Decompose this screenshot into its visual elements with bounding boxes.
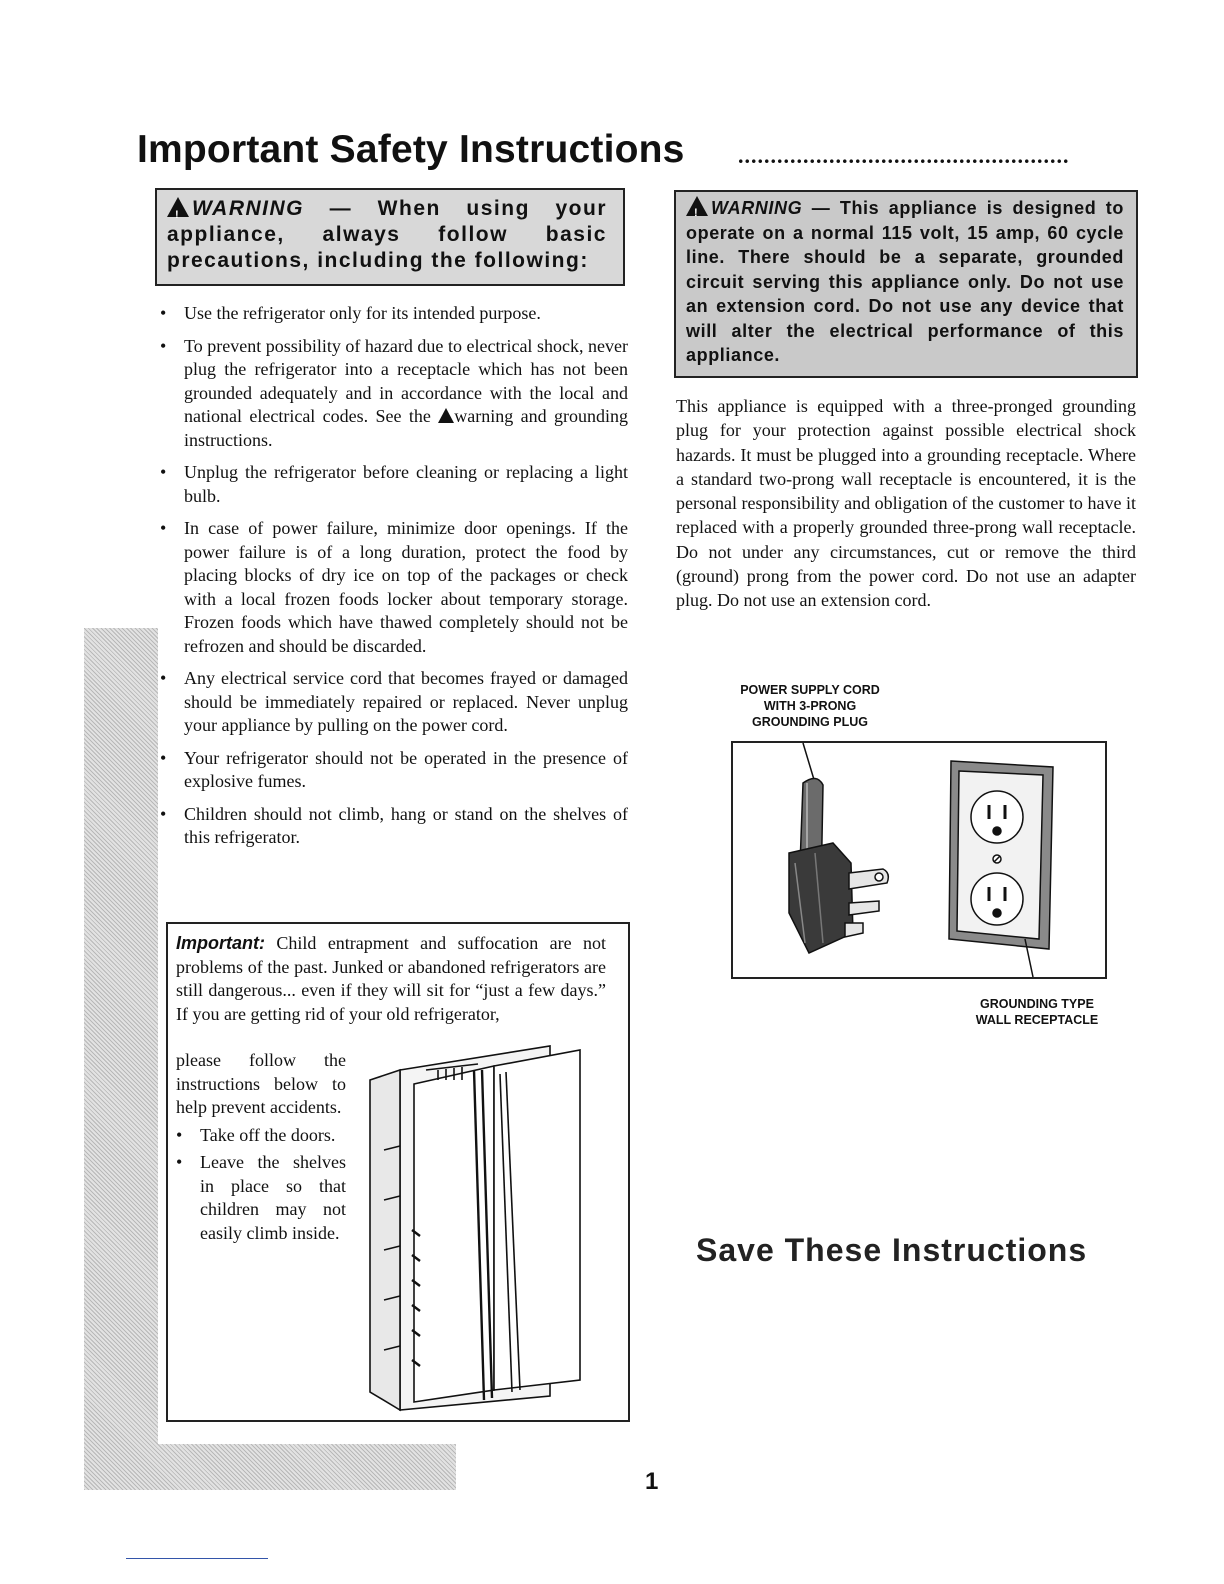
warning-text: — This appliance is designed to operate on a normal 115 volt, 15 amp, 60 cycle line. There should be a separate, grounded circuit serving this appliance only. Do not use an extension cord. Do not use any device that will alter the electrical performance of this appliance. (686, 198, 1124, 365)
cord-label-line: GROUNDING PLUG (752, 715, 868, 729)
list-item: • Any electrical service cord that becomes frayed or damaged should be immediately repaired or replaced. Never unplug your appliance by pulling on the power cord. (160, 667, 628, 738)
footer-divider (126, 1558, 268, 1559)
decorative-stripe-vertical (84, 628, 158, 1490)
important-text (176, 932, 606, 1026)
cord-label (715, 682, 905, 730)
receptacle-label (952, 996, 1122, 1028)
important-body: Child entrapment and suffocation are not problems of the past. Junked or abandoned refrigerators are still dangerous... even if they will sit for “just a few days.” If you are getting rid of your old refrigerator, (176, 933, 606, 1024)
list-item: • Use the refrigerator only for its intended purpose. (160, 302, 628, 326)
important-narrow-text: please follow the instructions below to help prevent accidents. (176, 1050, 346, 1117)
list-item: • Children should not climb, hang or stand on the shelves of this refrigerator. (160, 803, 628, 850)
important-label: Important: (176, 933, 265, 953)
save-instructions-heading: Save These Instructions (696, 1232, 1088, 1268)
warning-label: WARNING (711, 198, 803, 218)
safety-bullet-list (160, 302, 628, 859)
list-item: • In case of power failure, minimize door openings. If the power failure is of a long duration, protect the food by placing blocks of dry ice on top of the packages or check with a local frozen foods locker about temporary storage. Frozen foods which have thawed completely should not be refrozen and should be discarded. (160, 517, 628, 658)
list-item: • Take off the doors. (176, 1124, 346, 1148)
title-leader-dots: ................................................... (738, 143, 1070, 168)
decorative-stripe-horizontal (84, 1444, 456, 1490)
receptacle-label-line: WALL RECEPTACLE (975, 1013, 1099, 1027)
list-item: • Unplug the refrigerator before cleaning or replacing a light bulb. (160, 461, 628, 508)
grounding-paragraph: This appliance is equipped with a three-pronged grounding plug for your protection against possible electrical shock hazards. It must be plugged into a grounding receptacle. Where a standard two-prong wall receptacle is encountered, it is the personal responsibility and obligation of the customer to have it replaced with a properly grounded three-prong wall receptacle. Do not under any circumstances, cut or remove the third (ground) prong from the power cord. Do not use an adapter plug. Do not use an extension cord. (676, 396, 1136, 611)
list-item-suffix: warning and grounding instructions. (184, 406, 629, 450)
list-item-text: To prevent possibility of hazard due to electrical shock, never plug the refrigerator into a receptacle which has not been grounded adequately and in accordance with the local and national electrical codes. See the (184, 335, 628, 426)
receptacle-label-line: GROUNDING TYPE (980, 997, 1094, 1011)
refrigerator-illustration (354, 1040, 604, 1410)
warning-triangle-icon (167, 197, 189, 217)
list-item: • Your refrigerator should not be operated in the presence of explosive fumes. (160, 747, 628, 794)
warning-box-right (674, 190, 1138, 378)
page-number: 1 (645, 1468, 659, 1495)
cord-label-line: WITH 3-PRONG (763, 699, 857, 713)
grounding-plug-diagram (731, 741, 1107, 979)
warning-label: WARNING (192, 197, 304, 220)
warning-triangle-icon (686, 196, 708, 216)
important-instructions (176, 1049, 346, 1245)
cord-label-line: POWER SUPPLY CORD (740, 683, 880, 697)
warning-box-left (155, 188, 625, 286)
plug-receptacle-illustration (733, 743, 1105, 977)
warning-triangle-icon (438, 408, 454, 423)
page-title: Important Safety Instructions (137, 128, 685, 171)
list-item (160, 335, 628, 453)
list-item: • Leave the shelves in place so that children may not easily climb inside. (176, 1151, 346, 1245)
warning-text: — When using your appliance, always follow basic precautions, including the following: (167, 197, 607, 272)
